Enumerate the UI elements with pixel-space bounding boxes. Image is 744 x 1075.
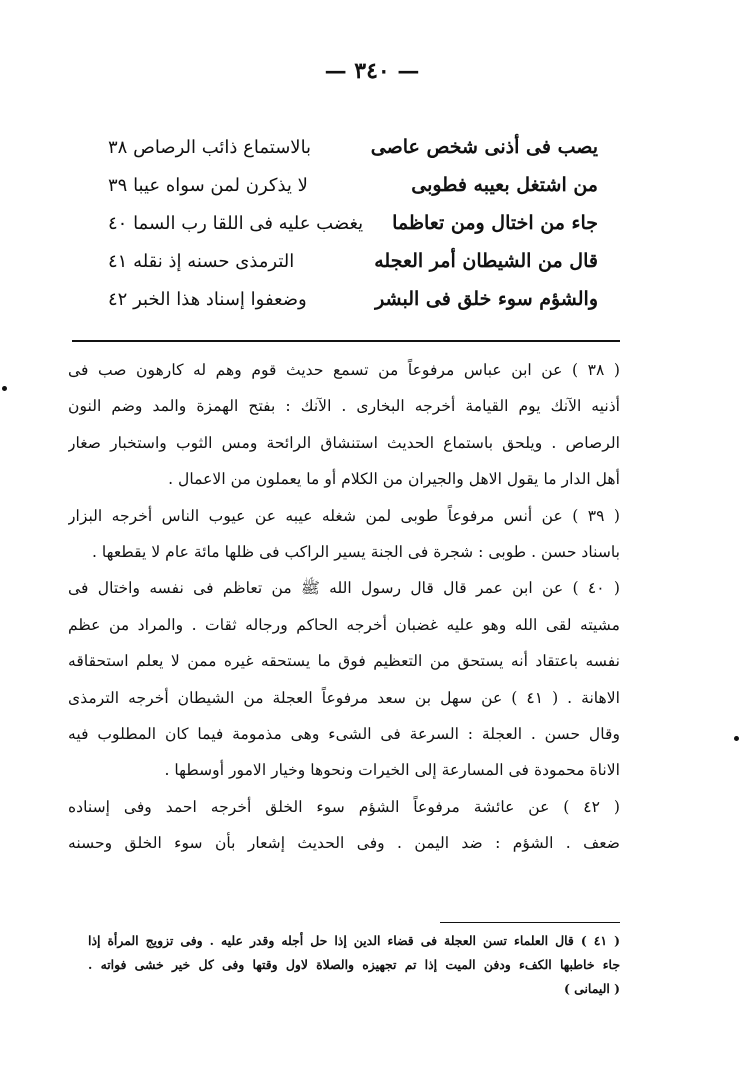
commentary-line: الرصاص . ويلحق باستماع الحديث استنشاق الرائحة ومس الثوب واستخبار صغار — [68, 433, 620, 452]
verse-row — [108, 128, 598, 166]
commentary-line: أهل الدار ما يقول الاهل والجيران من الكلام أو ما يعملون من الاعمال . — [168, 470, 620, 489]
verse-first-hemistich: جاء من اختال ومن تعاظما — [392, 212, 598, 234]
margin-speck — [734, 736, 739, 741]
commentary-line: ضعف . الشؤم : ضد اليمن . وفى الحديث إشعار بأن سوء الخلق وحسنه — [68, 834, 620, 853]
commentary-line: ( ٤٢ ) عن عائشة مرفوعاً الشؤم سوء الخلق أخرجه احمد وفى إسناده — [68, 797, 620, 816]
commentary-line: نفسه باعتقاد أنه يستحق من التعظيم فوق ما يستحقه غيره ممن لا يعلم استحقاقه — [68, 652, 620, 671]
verse-row — [108, 166, 598, 204]
footnote-line: جاء خاطبها الكفء ودفن الميت إذا تم تجهيزه والصلاة لاول وقتها وفى كل خير خشى فواته . — [88, 957, 620, 972]
commentary-line: مشيته لقى الله وهو عليه غضبان أخرجه الحاكم ورجاله ثقات . والمراد من عظم — [68, 615, 620, 634]
commentary-line: باسناد حسن . طوبى : شجرة فى الجنة يسير الراكب فى ظلها مائة عام لا يقطعها . — [91, 542, 620, 561]
commentary-line: وقال حسن . العجلة : السرعة فى الشىء وهى مذمومة فيما كان المطلوب فيه — [68, 724, 620, 743]
commentary-text — [68, 352, 620, 861]
verse-row — [108, 242, 598, 280]
verse-first-hemistich: قال من الشيطان أمر العجله — [374, 250, 598, 272]
verse-first-hemistich: يصب فى أذنى شخص عاصى — [370, 136, 598, 158]
commentary-line: الاناة محمودة فى المسارعة إلى الخيرات ونحوها وخيار الامور أوسطها . — [164, 761, 620, 780]
page-number: — ٣٤٠ — — [324, 58, 420, 84]
footnote-divider — [440, 922, 620, 923]
verse-row — [108, 280, 598, 318]
commentary-line: ( ٣٩ ) عن أنس مرفوعاً طوبى لمن شغله عيبه عن عيوب الناس أخرجه البزار — [68, 506, 620, 525]
commentary-line: أذنيه الآنك يوم القيامة أخرجه البخارى . الآنك : بفتح الهمزة والمد وضم النون — [68, 397, 620, 416]
verse-first-hemistich: والشؤم سوء خلق فى البشر — [375, 288, 598, 310]
margin-speck — [2, 386, 7, 391]
commentary-line: ( ٣٨ ) عن ابن عباس مرفوعاً من تسمع حديث قوم وهم له كارهون صب فى — [68, 361, 620, 379]
verse-block — [108, 128, 598, 318]
commentary-line: ( ٤٠ ) عن ابن عمر قال قال رسول الله ﷺ من تعاظم فى نفسه واختال فى — [68, 579, 620, 598]
commentary-line: الاهانة . ( ٤١ ) عن سهل بن سعد مرفوعاً العجلة من الشيطان أخرجه الترمذى — [68, 688, 620, 707]
verse-second-hemistich: الترمذى حسنه إذ نقله ٤١ — [108, 250, 295, 272]
verse-second-hemistich: يغضب عليه فى اللقا رب السما ٤٠ — [108, 212, 364, 234]
section-divider — [72, 340, 620, 342]
verse-second-hemistich: وضعفوا إسناد هذا الخبر ٤٢ — [108, 288, 307, 310]
verse-row — [108, 204, 598, 242]
verse-second-hemistich: لا يذكرن لمن سواه عيبا ٣٩ — [108, 174, 308, 196]
verse-second-hemistich: بالاستماع ذائب الرصاص ٣٨ — [108, 136, 312, 158]
footnote — [88, 929, 620, 1001]
footnote-attribution: ( اليمانى ) — [563, 981, 620, 996]
verse-first-hemistich: من اشتغل بعيبه فطوبى — [411, 174, 598, 196]
footnote-line: ( ٤١ ) قال العلماء تسن العجلة فى قضاء الدين إذا حل أجله وقدر عليه . وفى تزويج المرأة إذا — [88, 933, 620, 948]
